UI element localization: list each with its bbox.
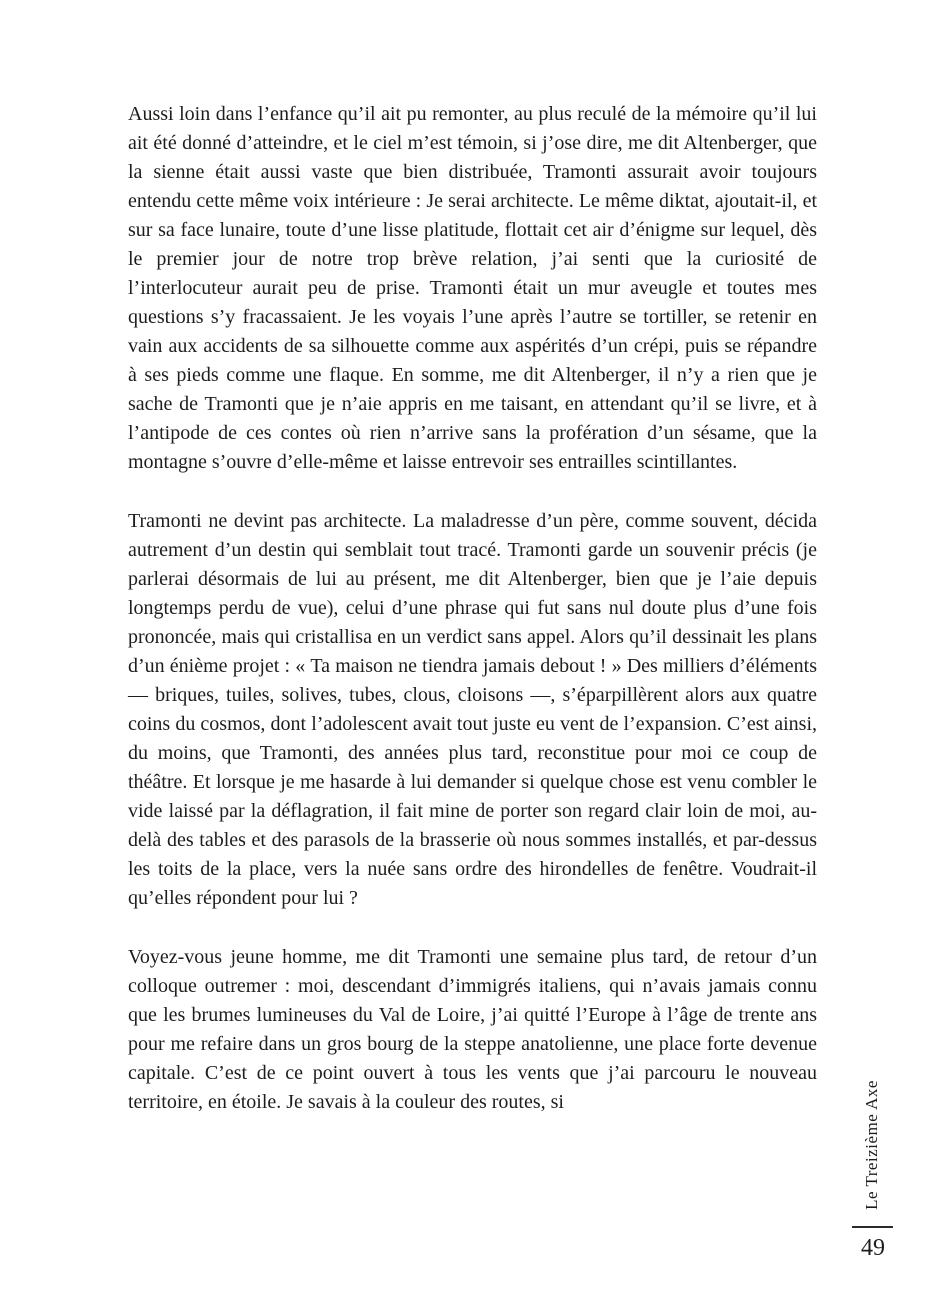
body-text — [128, 100, 817, 1117]
paragraph-1: Aussi loin dans l’enfance qu’il ait pu remonter, au plus reculé de la mémoire qu’il lui ait été donné d’atteindre, et le ciel m’est témoin, si j’ose dire, me dit Altenberger, que la sienne était aussi vaste que bien distribuée, Tramonti assurait avoir toujours entendu cette même voix intérieure : Je serai architecte. Le même diktat, ajoutait-il, et sur sa face lunaire, toute d’une lisse platitude, flottait cet air d’énigme sur lequel, dès le premier jour de notre trop brève relation, j’ai senti que la curiosité de l’interlocuteur aurait peu de prise. Tramonti était un mur aveugle et toutes mes questions s’y fracassaient. Je les voyais l’une après l’autre se tortiller, se retenir en vain aux accidents de sa silhouette comme aux aspérités d’un crépi, puis se répandre à ses pieds comme une flaque. En somme, me dit Altenberger, il n’y a rien que je sache de Tramonti que je n’aie appris en me taisant, en attendant qu’il se livre, et à l’antipode de ces contes où rien n’arrive sans la profération d’un sésame, que la montagne s’ouvre d’elle-même et laisse entrevoir ses entrailles scintillantes. — [128, 103, 817, 473]
divider-rule — [852, 1226, 893, 1228]
running-title-vertical: Le Treizième Axe — [862, 1080, 881, 1210]
page-number: 49 — [861, 1235, 885, 1261]
paragraph-2: Tramonti ne devint pas architecte. La maladresse d’un père, comme souvent, décida autrement d’un destin qui semblait tout tracé. Tramonti garde un souvenir précis (je parlerai désormais de lui au présent, me dit Altenberger, bien que je l’aie depuis longtemps perdu de vue), celui d’une phrase qui fut sans nul doute plus d’une fois prononcée, mais qui cristallisa en un verdict sans appel. Alors qu’il dessinait les plans d’un énième projet : « Ta maison ne tiendra jamais debout ! » Des milliers d’éléments — briques, tuiles, solives, tubes, clous, cloisons —, s’éparpillèrent alors aux quatre coins du cosmos, dont l’adolescent avait tout juste eu vent de l’expansion. C’est ainsi, du moins, que Tramonti, des années plus tard, reconstitue pour moi ce coup de théâtre. Et lorsque je me hasarde à lui demander si quelque chose est venu combler le vide laissé par la déflagration, il fait mine de porter son regard clair loin de moi, au-delà des tables et des parasols de la brasserie où nous sommes installés, et par-dessus les toits de la place, vers la nuée sans ordre des hirondelles de fenêtre. Voudrait-il qu’elles répondent pour lui ? — [128, 510, 817, 909]
paragraph-3: Voyez-vous jeune homme, me dit Tramonti une semaine plus tard, de retour d’un colloque outremer : moi, descendant d’immigrés italiens, qui n’avais jamais connu que les brumes lumineuses du Val de Loire, j’ai quitté l’Europe à l’âge de trente ans pour me refaire dans un gros bourg de la steppe anatolienne, une place forte devenue capitale. C’est de ce point ouvert à tous les vents que j’ai parcouru le nouveau territoire, en étoile. Je savais à la couleur des routes, si — [128, 946, 817, 1113]
